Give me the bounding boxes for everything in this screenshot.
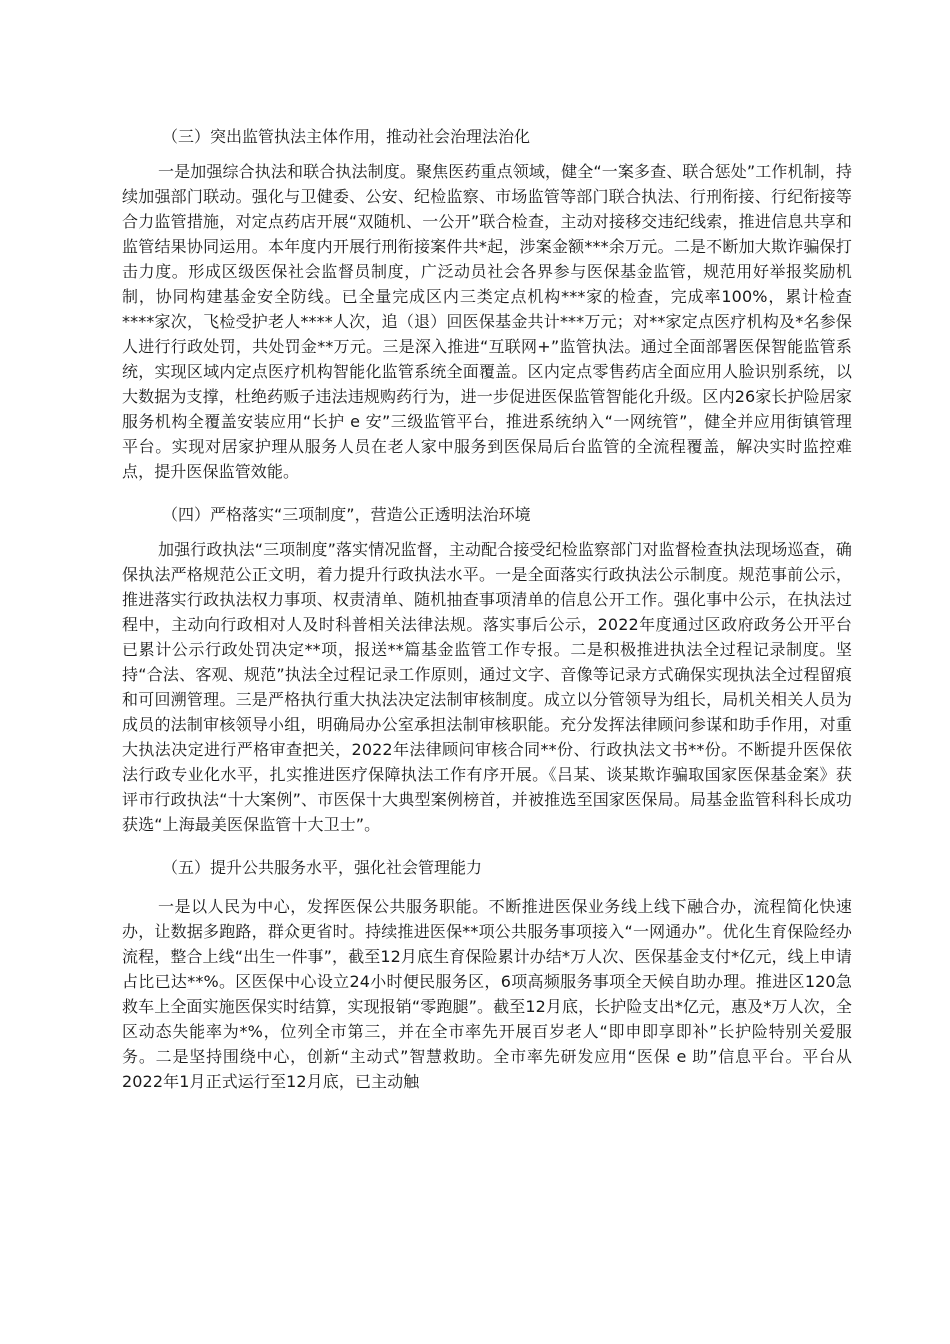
section-heading-3: （三）突出监管执法主体作用，推动社会治理法治化 bbox=[162, 127, 531, 146]
section-4-paragraph: 加强行政执法“三项制度”落实情况监督，主动配合接受纪检监察部门对监督检查执法现场巡查，确保执法严格规范公正文明，着力提升行政执法水平。一是全面落实行政执法公示制度。规范事前公示，推进落实行政执法权力事项、权责清单、随机抽查事项清单的信息公开工作。强化事中公示，在执法过程中，主动向行政相对人及时科普相关法律法规。落实事后公示，2022年度通过区政府政务公开平台已累计公示行政处罚决定**项，报送**篇基金监管工作专报。二是积极推进执法全过程记录制度。坚持“合法、客观、规范”执法全过程记录工作原则，通过文字、音像等记录方式确保实现执法全过程留痕和可回溯管理。三是严格执行重大执法决定法制审核制度。成立以分管领导为组长，局机关相关人员为成员的法制审核领导小组，明确局办公室承担法制审核职能。充分发挥法律顾问参谋和助手作用，对重大执法决定进行严格审查把关，2022年法律顾问审核合同**份、行政执法文书**份。不断提升医保依法行政专业化水平，扎实推进医疗保障执法工作有序开展。《吕某、谈某欺诈骗取国家医保基金案》获评市行政执法“十大案例”、市医保十大典型案例榜首，并被推选至国家医保局。局基金监管科科长成功获选“上海最美医保监管十大卫士”。 bbox=[122, 540, 852, 834]
section-5-paragraph: 一是以人民为中心，发挥医保公共服务职能。不断推进医保业务线上线下融合办，流程简化快速办，让数据多跑路，群众更省时。持续推进医保**项公共服务事项接入“一网通办”。优化生育保险经办流程，整合上线“出生一件事”，截至12月底生育保险累计办结*万人次、医保基金支付*亿元，线上申请占比已达**%。区医保中心设立24小时便民服务区，6项高频服务事项全天候自助办理。推进区120急救车上全面实施医保实时结算，实现报销“零跑腿”。截至12月底，长护险支出*亿元，惠及*万人次，全区动态失能率为*%，位列全市第三，并在全市率先开展百岁老人“即申即享即补”长护险特别关爱服务。二是坚持围绕中心，创新“主动式”智慧救助。全市率先研发应用“医保 e 助”信息平台。平台从2022年1月正式运行至12月底，已主动触 bbox=[122, 897, 852, 1091]
section-heading-5: （五）提升公共服务水平，强化社会管理能力 bbox=[162, 858, 483, 877]
document-body bbox=[122, 120, 852, 1108]
section-3-paragraph: 一是加强综合执法和联合执法制度。聚焦医药重点领域，健全“一案多查、联合惩处”工作机制，持续加强部门联动。强化与卫健委、公安、纪检监察、市场监管等部门联合执法、行刑衔接、行纪衔接等合力监管措施，对定点药店开展“双随机、一公开”联合检查，主动对接移交违纪线索，推进信息共享和监管结果协同运用。本年度内开展行刑衔接案件共*起，涉案金额***余万元。二是不断加大欺诈骗保打击力度。形成区级医保社会监督员制度，广泛动员社会各界参与医保基金监管，规范用好举报奖励机制，协同构建基金安全防线。已全量完成区内三类定点机构***家的检查，完成率100%，累计检查****家次，飞检受护老人****人次，追（退）回医保基金共计***万元；对**家定点医疗机构及*名参保人进行行政处罚，共处罚金**万元。三是深入推进“互联网+”监管执法。通过全面部署医保智能监管系统，实现区域内定点医疗机构智能化监管系统全面覆盖。区内定点零售药店全面应用人脸识别系统，以大数据为支撑，杜绝药贩子违法违规购药行为，进一步促进医保监管智能化升级。区内26家长护险居家服务机构全覆盖安装应用“长护 e 安”三级监管平台，推进系统纳入“一网统管”，健全并应用街镇管理平台。实现对居家护理从服务人员在老人家中服务到医保局后台监管的全流程覆盖，解决实时监控难点，提升医保监管效能。 bbox=[122, 162, 852, 481]
section-heading-4: （四）严格落实“三项制度”，营造公正透明法治环境 bbox=[162, 505, 531, 524]
